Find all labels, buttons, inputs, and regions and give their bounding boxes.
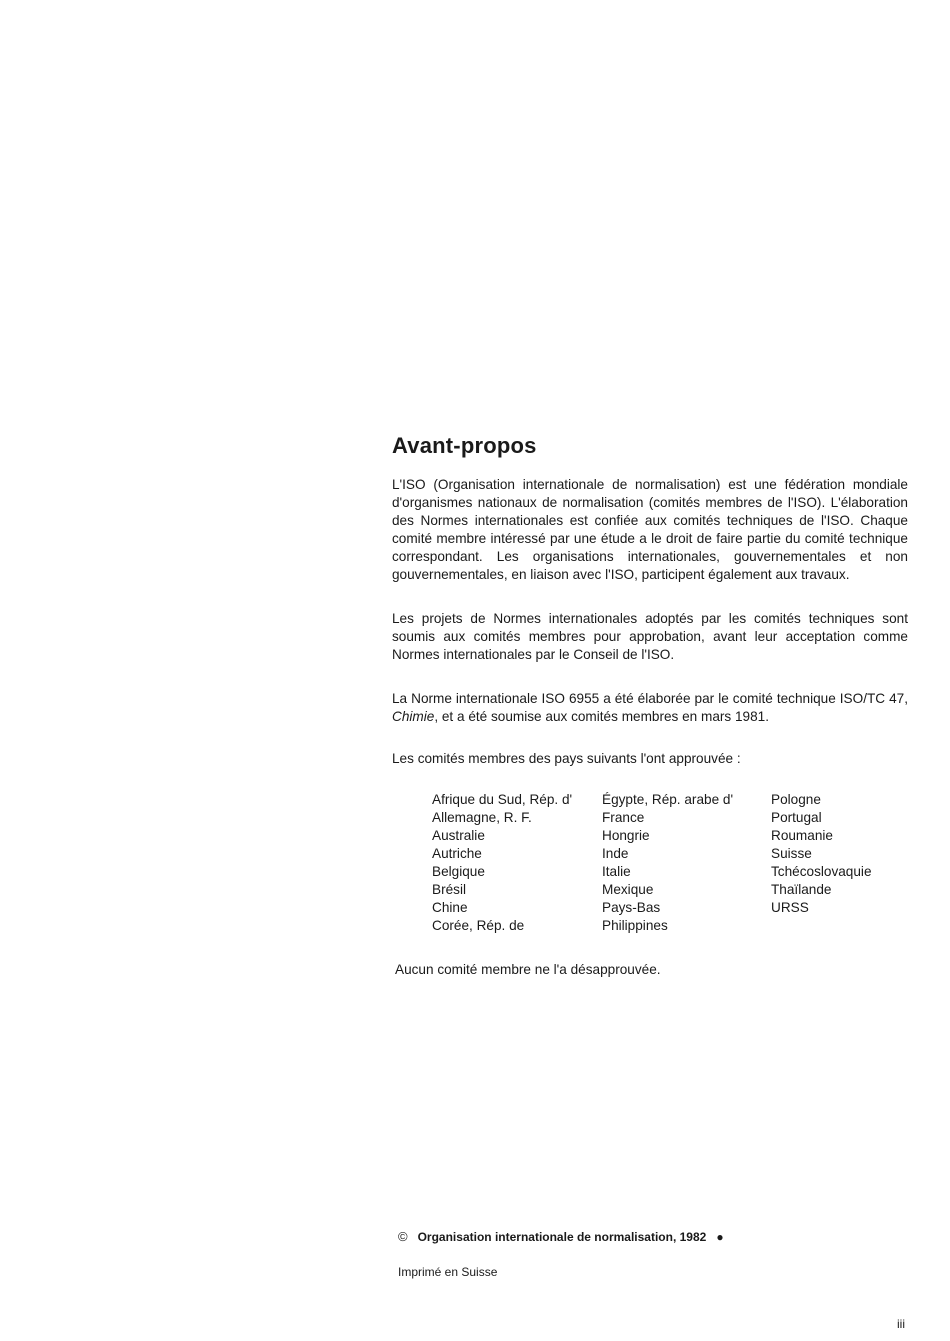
copyright-line [398,1229,724,1244]
country-column-3 [771,791,872,917]
country-item: Corée, Rép. de [432,918,525,933]
paragraph-no-disapproval: Aucun comité membre ne l'a désapprouvée. [395,962,661,977]
country-item: Roumanie [771,828,833,843]
country-column-2 [602,791,733,935]
page-title: Avant-propos [392,433,537,458]
copyright-text: Organisation internationale de normalisation, 1982 [417,1230,707,1244]
country-item: Pays-Bas [602,900,661,915]
country-item: Hongrie [602,828,650,843]
country-item: Thaïlande [771,882,832,897]
country-item: France [602,810,645,825]
paragraph-standard-origin [392,690,908,726]
country-item: Belgique [432,864,485,879]
standard-origin-text-start: La Norme internationale ISO 6955 a été élaborée par le comité technique ISO/TC 47, [392,691,908,706]
bullet-icon: ● [716,1230,724,1244]
committee-name: Chimie [392,709,435,724]
country-item: Tchécoslovaquie [771,864,872,879]
country-item: Brésil [432,882,466,897]
country-item: Égypte, Rép. arabe d' [602,792,734,807]
paragraph-draft-standards: Les projets de Normes internationales adoptés par les comités techniques sont soumis aux comités membres pour approbation, avant leur acceptation comme Normes internationales par le Conseil de l'ISO. [392,611,908,662]
country-item: Autriche [432,846,482,861]
country-item: Pologne [771,792,821,807]
country-item: URSS [771,900,809,915]
country-item: Allemagne, R. F. [432,810,532,825]
paragraph-iso-intro: L'ISO (Organisation internationale de normalisation) est une fédération mondiale d'organismes nationaux de normalisation (comités membres de l'ISO). L'élaboration des Normes internationales est confiée aux comités techniques de l'ISO. Chaque comité membre intéressé par une étude a le droit de faire partie du comité technique correspondant. Les organisations internationales, gouvernementales et non gouvernementales, en liaison avec l'ISO, participent également aux travaux. [392,477,908,582]
country-item: Suisse [771,846,812,861]
page-number: iii [897,1317,905,1331]
country-item: Mexique [602,882,654,897]
standard-origin-text-end: , et a été soumise aux comités membres en mars 1981. [434,709,770,724]
country-column-1 [432,791,572,935]
country-item: Philippines [602,918,668,933]
printed-in-note: Imprimé en Suisse [398,1265,498,1279]
copyright-icon: © [398,1229,408,1244]
country-item: Portugal [771,810,822,825]
country-item: Italie [602,864,631,879]
country-item: Inde [602,846,629,861]
country-item: Australie [432,828,485,843]
country-item: Afrique du Sud, Rép. d' [432,792,573,807]
paragraph-approval-intro: Les comités membres des pays suivants l'ont approuvée : [392,751,741,766]
country-item: Chine [432,900,468,915]
